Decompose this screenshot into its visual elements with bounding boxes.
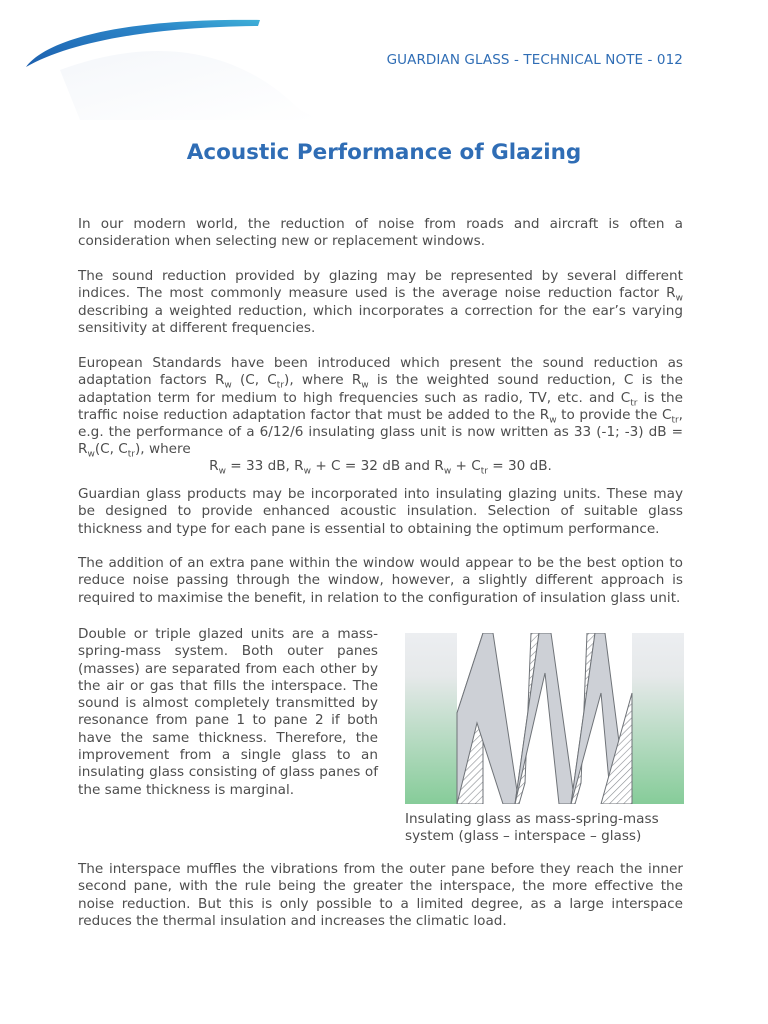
paragraph-extra-pane: The addition of an extra pane within the window would appear to be the best option to reduce noise passing through the window, however, a slightly different approach is required to maximise the benefit, in relation to the configuration of insulation glass unit. (78, 555, 683, 606)
outer-pane-right (632, 633, 684, 804)
technical-note-header: GUARDIAN GLASS - TECHNICAL NOTE - 012 (386, 52, 683, 68)
figure-caption: Insulating glass as mass-spring-mass system (glass – interspace – glass) (405, 811, 659, 845)
spring-zigzag (457, 633, 632, 804)
guardian-swoosh-logo (20, 10, 320, 120)
paragraph-intro: In our modern world, the reduction of noise from roads and aircraft is often a consideration when selecting new or replacement windows. (78, 216, 683, 250)
paragraph-sound-reduction: The sound reduction provided by glazing may be represented by several different indices. The most commonly measure used is the average noise reduction factor $R_w$ describing a weighted reduction, which incorporates a correction for the ear’s varying sensitivity at different frequencies. (78, 268, 683, 336)
paragraph-guardian-products: Guardian glass products may be incorporated into insulating glazing units. These may be designed to provide enhanced acoustic insulation. Selection of suitable glass thickness and type for each pane is essential to obtaining the optimum performance. (78, 486, 683, 537)
outer-pane-left (405, 633, 457, 804)
paragraph-european-standards: European Standards have been introduced which present the sound reduction as adaptation factors $R_w$ (C, $C_{tr}$), where $R_w$ is the weighted sound reduction, C is the adaptation term for medium to high frequencies such as radio, TV, etc. and $C_{tr}$ is the traffic noise reduction adaptation factor that must be added to the $R_w$ to provide the $C_{tr}$, e.g. the performance of a 6/12/6 insulating glass unit is now written as 33 (-1; -3) dB = $R_w(C$, $C_{tr}$), where (78, 355, 684, 461)
paragraph-mass-spring-mass: Double or triple glazed units are a mass-spring-mass system. Both outer panes (masses) are separated from each other by the air or gas that fills the interspace. The sound is almost completely transmitted by resonance from pane 1 to pane 2 if both have the same thickness. Therefore, the improvement from a single glass to an insulating glass consisting of glass panes of the same thickness is marginal. (78, 626, 378, 798)
mass-spring-mass-diagram (405, 633, 684, 804)
equation-line: $R_w = 33$ dB, $R_w + C = 32$ dB and $R_w + C_{tr} = 30$ dB. (209, 458, 552, 477)
paragraph-interspace: The interspace muffles the vibrations from the outer pane before they reach the inner second pane, with the rule being the greater the interspace, the more effective the noise reduction. But this is only possible to a limited degree, as a large interspace reduces the thermal insulation and increases the climatic load. (78, 861, 683, 929)
page-title: Acoustic Performance of Glazing (186, 140, 582, 165)
